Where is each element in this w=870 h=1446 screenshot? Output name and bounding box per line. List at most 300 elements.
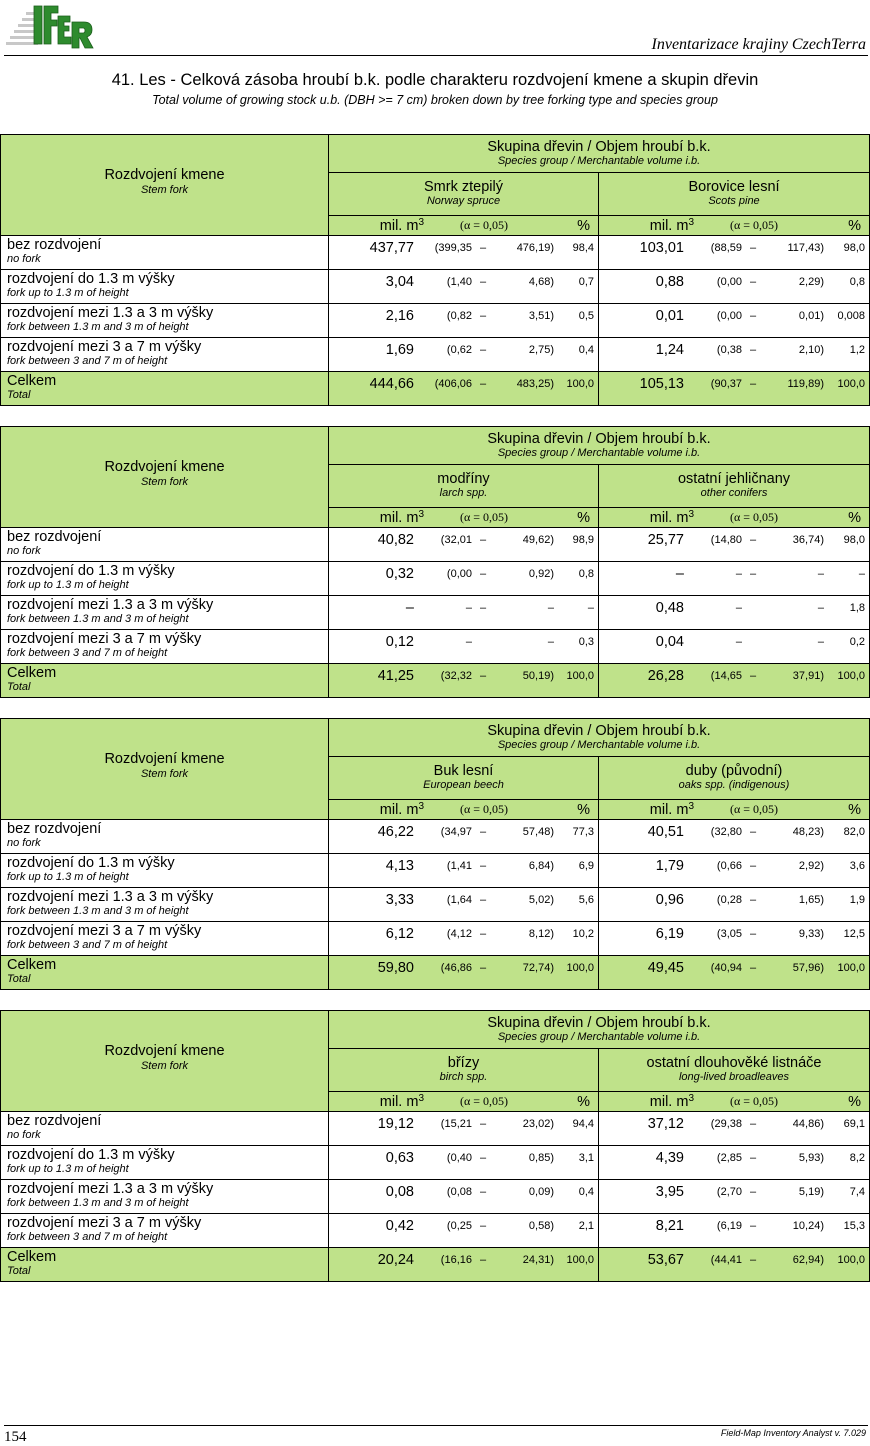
value-cell	[329, 270, 599, 304]
ci-dash: –	[749, 928, 757, 940]
volume-value: 46,22	[377, 824, 414, 840]
row-label-cz: bez rozdvojení	[7, 529, 102, 545]
stem-fork-label: Rozdvojení kmene	[104, 751, 225, 767]
units-header	[329, 1092, 599, 1112]
row-label	[1, 236, 329, 270]
volume-value: –	[405, 600, 414, 616]
ci-lower: (15,21	[440, 1118, 472, 1130]
volume-value: 53,67	[647, 1252, 684, 1268]
percent-value: 6,9	[578, 860, 594, 872]
ci-lower: (29,38	[710, 1118, 742, 1130]
species-name-en: birch spp.	[439, 1071, 488, 1083]
units-header	[599, 800, 870, 820]
volume-table	[0, 718, 870, 990]
species-header	[329, 173, 599, 216]
species-name: ostatní jehličnany	[677, 471, 791, 487]
ci-lower: (32,01	[440, 534, 472, 546]
ci-upper: 0,01)	[798, 310, 824, 322]
ci-lower: (4,12	[446, 928, 472, 940]
confidence-interval	[414, 1184, 564, 1200]
volume-value: –	[675, 566, 684, 582]
unit-percent: %	[577, 1093, 590, 1110]
total-row	[1, 664, 870, 698]
unit-percent: %	[577, 509, 590, 526]
ci-upper: 6,84)	[528, 860, 554, 872]
ci-lower: (1,64	[446, 894, 472, 906]
value-cell	[329, 372, 599, 406]
species-name: Buk lesní	[433, 763, 494, 779]
confidence-interval	[414, 308, 564, 324]
ci-dash	[472, 636, 494, 650]
report-title: Inventarizace krajiny CzechTerra	[651, 36, 866, 53]
volume-table	[0, 426, 870, 698]
stem-fork-label-en: Stem fork	[140, 1060, 189, 1072]
species-group-label-en: Species group / Merchantable volume i.b.	[497, 447, 701, 459]
confidence-interval	[684, 1218, 834, 1234]
row-label	[1, 956, 329, 990]
ci-lower: (34,97	[440, 826, 472, 838]
ci-upper: 3,51)	[528, 310, 554, 322]
volume-value: 444,66	[369, 376, 414, 392]
ci-dash: –	[749, 276, 757, 288]
row-label	[1, 854, 329, 888]
row-label-en: fork up to 1.3 m of height	[7, 871, 129, 883]
confidence-interval	[414, 1116, 564, 1132]
ci-upper: 476,19)	[516, 242, 554, 254]
ci-dash: –	[479, 568, 487, 580]
value-cell	[599, 596, 870, 630]
percent-value: 98,9	[572, 534, 594, 546]
ci-dash: –	[479, 1254, 487, 1266]
row-label-en: Total	[7, 681, 31, 693]
species-group-header	[329, 427, 870, 465]
ci-dash: –	[479, 242, 487, 254]
volume-value: 103,01	[639, 240, 684, 256]
ci-lower: (406,06	[434, 378, 472, 390]
volume-value: 25,77	[647, 532, 684, 548]
volume-value: 0,01	[655, 308, 684, 324]
volume-value: 0,88	[655, 274, 684, 290]
ci-dash: –	[749, 1254, 757, 1266]
ci-lower: (3,05	[716, 928, 742, 940]
ci-dash: –	[749, 1118, 757, 1130]
value-cell	[599, 630, 870, 664]
ci-lower: (0,00	[446, 568, 472, 580]
value-cell	[329, 528, 599, 562]
unit-volume: mil. $m^3$	[379, 1093, 424, 1110]
ci-dash: –	[479, 534, 487, 546]
row-label	[1, 1214, 329, 1248]
row-label	[1, 304, 329, 338]
species-name-en: Scots pine	[708, 195, 760, 207]
percent-value: 0,4	[578, 1186, 594, 1198]
stem-fork-header	[1, 135, 329, 236]
row-label	[1, 820, 329, 854]
confidence-interval	[414, 824, 564, 840]
ci-upper: 4,68)	[528, 276, 554, 288]
unit-volume: mil. $m^3$	[649, 1093, 694, 1110]
confidence-interval	[684, 1150, 834, 1166]
stem-fork-label: Rozdvojení kmene	[104, 459, 225, 475]
volume-value: 6,19	[655, 926, 684, 942]
ci-upper: 37,91)	[792, 670, 824, 682]
confidence-interval	[414, 1252, 564, 1268]
species-name: modříny	[437, 471, 490, 487]
row-label-en: Total	[7, 1265, 31, 1277]
value-cell	[329, 1180, 599, 1214]
ci-upper: –	[817, 602, 824, 614]
percent-value: 98,0	[843, 534, 866, 546]
volume-value: 49,45	[647, 960, 684, 976]
table-row	[1, 922, 870, 956]
species-header	[329, 1049, 599, 1092]
ci-upper: 23,02)	[522, 1118, 554, 1130]
row-label-en: no fork	[7, 545, 41, 557]
total-row	[1, 372, 870, 406]
volume-value: 41,25	[377, 668, 414, 684]
row-label-cz: rozdvojení mezi 1.3 a 3 m výšky	[7, 1181, 214, 1197]
confidence-interval	[414, 892, 564, 908]
ci-lower: (32,32	[440, 670, 472, 682]
ci-dash: –	[749, 568, 757, 580]
unit-confidence: (α = 0,05)	[729, 510, 779, 524]
row-label-en: fork between 3 and 7 m of height	[7, 647, 168, 659]
ci-upper: 9,33)	[798, 928, 824, 940]
percent-value: 94,4	[572, 1118, 594, 1130]
percent-value: 0,8	[578, 568, 594, 580]
table-row	[1, 596, 870, 630]
ci-upper: 72,74)	[522, 962, 554, 974]
percent-value: 15,3	[843, 1220, 866, 1232]
volume-value: 40,82	[377, 532, 414, 548]
ci-dash: –	[749, 894, 757, 906]
row-label-cz: rozdvojení mezi 3 a 7 m výšky	[7, 1215, 202, 1231]
units-header	[329, 800, 599, 820]
ci-upper: 49,62)	[522, 534, 554, 546]
page-title: 41. Les - Celková zásoba hroubí b.k. podle charakteru rozdvojení kmene a skupin dřevin	[111, 71, 759, 89]
ci-lower: (46,86	[440, 962, 472, 974]
ci-dash: –	[479, 670, 487, 682]
units-header	[599, 1092, 870, 1112]
volume-value: 0,42	[385, 1218, 414, 1234]
table-row	[1, 888, 870, 922]
row-label-cz: rozdvojení mezi 3 a 7 m výšky	[7, 923, 202, 939]
volume-value: 0,32	[385, 566, 414, 582]
percent-value: 3,6	[849, 860, 866, 872]
unit-percent: %	[577, 217, 590, 234]
ci-lower: (0,62	[446, 344, 472, 356]
volume-value: 0,63	[385, 1150, 414, 1166]
value-cell	[329, 304, 599, 338]
volume-value: 3,04	[385, 274, 414, 290]
confidence-interval	[414, 240, 564, 256]
confidence-interval	[414, 1150, 564, 1166]
percent-value: 100,0	[566, 378, 594, 390]
row-label-en: fork up to 1.3 m of height	[7, 579, 129, 591]
ci-dash: –	[479, 276, 487, 288]
percent-value: 100,0	[566, 1254, 594, 1266]
ci-dash: –	[749, 534, 757, 546]
volume-value: 26,28	[647, 668, 684, 684]
ci-upper: 0,92)	[528, 568, 554, 580]
ci-lower: (0,82	[446, 310, 472, 322]
confidence-interval	[684, 240, 834, 256]
confidence-interval	[684, 308, 834, 324]
percent-value: 0,3	[578, 636, 594, 648]
value-cell	[329, 820, 599, 854]
value-cell	[329, 1112, 599, 1146]
ci-upper: 44,86)	[792, 1118, 824, 1130]
percent-value: 1,2	[849, 344, 866, 356]
row-label	[1, 1112, 329, 1146]
percent-value: 69,1	[843, 1118, 866, 1130]
ci-dash: –	[749, 1186, 757, 1198]
page-number: 154	[4, 1429, 27, 1445]
volume-value: 3,33	[385, 892, 414, 908]
ci-lower: (14,65	[710, 670, 742, 682]
volume-value: 1,24	[655, 342, 684, 358]
ci-lower: (0,66	[716, 860, 742, 872]
percent-value: 100,0	[566, 962, 594, 974]
header-divider	[4, 55, 868, 56]
stem-fork-label-en: Stem fork	[140, 184, 189, 196]
value-cell	[599, 664, 870, 698]
species-name-en: Norway spruce	[426, 195, 501, 207]
ci-lower: (16,16	[440, 1254, 472, 1266]
percent-value: 82,0	[843, 826, 866, 838]
species-group-label-en: Species group / Merchantable volume i.b.	[497, 739, 701, 751]
value-cell	[599, 888, 870, 922]
percent-value: 7,4	[849, 1186, 866, 1198]
unit-percent: %	[848, 1093, 862, 1110]
units-header	[599, 216, 870, 236]
confidence-interval	[684, 960, 834, 976]
ci-upper: 57,48)	[522, 826, 554, 838]
ci-upper: 5,19)	[798, 1186, 824, 1198]
confidence-interval	[414, 634, 564, 650]
species-group-label: Skupina dřevin / Objem hroubí b.k.	[487, 1015, 711, 1031]
percent-value: 100,0	[837, 378, 866, 390]
row-label	[1, 1146, 329, 1180]
ci-upper: 1,65)	[798, 894, 824, 906]
row-label-cz: rozdvojení mezi 1.3 a 3 m výšky	[7, 889, 214, 905]
species-group-header	[329, 719, 870, 757]
ci-upper: 5,93)	[798, 1152, 824, 1164]
confidence-interval	[414, 1218, 564, 1234]
ci-upper: 50,19)	[522, 670, 554, 682]
unit-percent: %	[848, 509, 862, 526]
volume-value: 0,04	[655, 634, 684, 650]
confidence-interval	[684, 1252, 834, 1268]
row-label	[1, 664, 329, 698]
percent-value: 8,2	[849, 1152, 866, 1164]
confidence-interval	[684, 668, 834, 684]
value-cell	[599, 236, 870, 270]
table-row	[1, 1214, 870, 1248]
value-cell	[329, 888, 599, 922]
row-label	[1, 372, 329, 406]
percent-value: 1,9	[849, 894, 866, 906]
row-label-en: fork between 3 and 7 m of height	[7, 355, 168, 367]
ci-dash: –	[749, 344, 757, 356]
ci-upper: –	[817, 636, 824, 648]
ci-dash: –	[749, 242, 757, 254]
value-cell	[599, 562, 870, 596]
row-label	[1, 1248, 329, 1282]
percent-value: 0,008	[837, 310, 866, 322]
ci-lower: –	[735, 636, 742, 648]
value-cell	[599, 1180, 870, 1214]
row-label-cz: rozdvojení do 1.3 m výšky	[7, 1147, 175, 1163]
value-cell	[599, 1112, 870, 1146]
percent-value: 3,1	[578, 1152, 594, 1164]
volume-value: 19,12	[377, 1116, 414, 1132]
confidence-interval	[414, 668, 564, 684]
unit-confidence: (α = 0,05)	[729, 802, 779, 816]
row-label	[1, 630, 329, 664]
units-header	[599, 508, 870, 528]
unit-confidence: (α = 0,05)	[459, 510, 509, 524]
ci-dash	[742, 602, 764, 616]
percent-value: 98,4	[572, 242, 594, 254]
percent-value: 100,0	[837, 670, 866, 682]
volume-value: 1,79	[655, 858, 684, 874]
volume-value: 4,39	[655, 1150, 684, 1166]
ci-dash: –	[479, 860, 487, 872]
ci-lower: (0,40	[446, 1152, 472, 1164]
volume-value: 8,21	[655, 1218, 684, 1234]
ci-upper: 8,12)	[528, 928, 554, 940]
percent-value: 100,0	[566, 670, 594, 682]
ci-upper: –	[547, 602, 554, 614]
ci-lower: (2,85	[716, 1152, 742, 1164]
unit-percent: %	[577, 801, 590, 818]
unit-volume: mil. $m^3$	[379, 801, 424, 818]
ci-lower: (6,19	[716, 1220, 742, 1232]
ci-upper: 10,24)	[792, 1220, 824, 1232]
units-header	[329, 508, 599, 528]
ci-lower: (44,41	[710, 1254, 742, 1266]
value-cell	[329, 562, 599, 596]
ci-upper: 48,23)	[792, 826, 824, 838]
volume-value: 0,48	[655, 600, 684, 616]
ci-upper: 0,09)	[528, 1186, 554, 1198]
ci-lower: (0,38	[716, 344, 742, 356]
ci-lower: (0,00	[716, 310, 742, 322]
species-header	[599, 173, 870, 216]
ci-dash: –	[479, 602, 487, 614]
ci-upper: –	[547, 636, 554, 648]
ci-dash: –	[479, 928, 487, 940]
confidence-interval	[414, 342, 564, 358]
unit-percent: %	[848, 801, 862, 818]
volume-value: 0,96	[655, 892, 684, 908]
ci-upper: –	[817, 568, 824, 580]
species-group-header	[329, 1011, 870, 1049]
row-label-en: Total	[7, 973, 31, 985]
unit-volume: mil. $m^3$	[649, 509, 694, 526]
confidence-interval	[414, 532, 564, 548]
table-row	[1, 1146, 870, 1180]
table-row	[1, 1112, 870, 1146]
ifer-logo	[4, 2, 96, 52]
percent-value: 0,5	[578, 310, 594, 322]
species-group-label: Skupina dřevin / Objem hroubí b.k.	[487, 431, 711, 447]
ci-dash: –	[479, 894, 487, 906]
unit-confidence: (α = 0,05)	[459, 218, 509, 232]
row-label-cz: Celkem	[7, 665, 57, 681]
confidence-interval	[414, 376, 564, 392]
percent-value: 100,0	[837, 962, 866, 974]
ci-upper: 2,29)	[798, 276, 824, 288]
species-group-label-en: Species group / Merchantable volume i.b.	[497, 1031, 701, 1043]
value-cell	[599, 372, 870, 406]
row-label-cz: Celkem	[7, 957, 57, 973]
ci-dash: –	[479, 310, 487, 322]
ci-upper: 2,10)	[798, 344, 824, 356]
confidence-interval	[684, 892, 834, 908]
species-header	[599, 1049, 870, 1092]
percent-value: 1,8	[849, 602, 866, 614]
row-label-en: fork between 1.3 m and 3 m of height	[7, 613, 189, 625]
row-label-en: no fork	[7, 253, 41, 265]
confidence-interval	[414, 926, 564, 942]
confidence-interval	[684, 376, 834, 392]
row-label	[1, 528, 329, 562]
volume-table	[0, 1010, 870, 1282]
table-row	[1, 854, 870, 888]
species-name-en: other conifers	[700, 487, 768, 499]
unit-volume: mil. $m^3$	[649, 801, 694, 818]
row-label	[1, 562, 329, 596]
ci-upper: 0,58)	[528, 1220, 554, 1232]
ci-dash: –	[479, 378, 487, 390]
ci-upper: 24,31)	[522, 1254, 554, 1266]
species-header	[599, 757, 870, 800]
percent-value: 100,0	[837, 1254, 866, 1266]
ci-lower: –	[465, 636, 472, 648]
ci-lower: (0,25	[446, 1220, 472, 1232]
unit-volume: mil. $m^3$	[379, 217, 424, 234]
row-label	[1, 338, 329, 372]
species-header	[329, 465, 599, 508]
ci-dash: –	[749, 1220, 757, 1232]
table-row	[1, 304, 870, 338]
row-label	[1, 922, 329, 956]
row-label-en: fork up to 1.3 m of height	[7, 1163, 129, 1175]
ci-dash: –	[479, 826, 487, 838]
stem-fork-header	[1, 719, 329, 820]
table-row	[1, 338, 870, 372]
ci-lower: –	[735, 602, 742, 614]
species-name: ostatní dlouhověké listnáče	[646, 1055, 822, 1071]
row-label-cz: rozdvojení mezi 3 a 7 m výšky	[7, 631, 202, 647]
row-label-cz: bez rozdvojení	[7, 821, 102, 837]
species-header	[599, 465, 870, 508]
value-cell	[329, 1214, 599, 1248]
unit-confidence: (α = 0,05)	[729, 1094, 779, 1108]
volume-value: 4,13	[385, 858, 414, 874]
value-cell	[599, 1248, 870, 1282]
table-row	[1, 270, 870, 304]
ci-lower: (2,70	[716, 1186, 742, 1198]
stem-fork-header	[1, 1011, 329, 1112]
ci-lower: (88,59	[710, 242, 742, 254]
row-label-cz: bez rozdvojení	[7, 237, 102, 253]
ci-dash: –	[749, 310, 757, 322]
species-header	[329, 757, 599, 800]
row-label-en: no fork	[7, 1129, 41, 1141]
